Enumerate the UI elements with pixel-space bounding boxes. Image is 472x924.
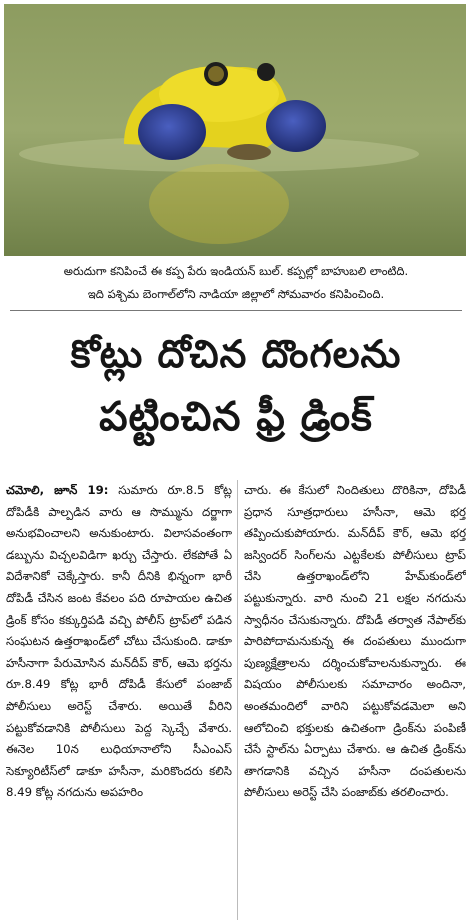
headline-line-2: పట్టించిన ఫ్రీ డ్రింక్ [99, 394, 373, 440]
article-paragraph-1 [6, 480, 232, 804]
bullfrog-photo [4, 4, 466, 256]
dateline: చమోలి, జూన్ 19: [6, 483, 109, 497]
article-column-1 [6, 480, 232, 920]
column-1-text: సుమారు రూ.8.5 కోట్ల దోపిడీకి పాల్పడిన వారు ఆ సొమ్మును దర్జాగా అనుభవించాలని అనుకుంటారు. విలాసవంతంగా డబ్బును విచ్చలవిడిగా ఖర్చు చేస్తారు. లేకపోతే ఏ విదేశానికో చెక్కేస్తారు. కానీ దీనికి భిన్నంగా భారీ దోపిడీ చేసిన జంట కేవలం పది రూపాయల ఉచిత డ్రింక్ కోసం కక్కుర్తిపడి వచ్చి పోలీస్ ట్రాప్‌లో పడిన సంఘటన ఉత్తరాఖండ్‌లో చోటు చేసుకుంది. డాకూ హసీనాగా పేరుమోసిన మన్‌దీప్ కౌర్, ఆమె భర్తను రూ.8.49 కోట్ల భారీ దోపిడీ కేసులో పంజాబ్ పోలీసులు అరెస్ట్ చేశారు. అయితే వీరిని పట్టుకోవడానికి పోలీసులు పెద్ద స్కెచ్చే వేశారు. ఈనెల 10న లుధియానాలోని సీఎంఎస్ సెక్యూరిటీస్‌లో డాకూ హసీనా, మరికొందరు కలిసి 8.49 కోట్ల నగదును అపహరిం [6, 483, 232, 800]
column-2-text: చారు. ఈ కేసులో నిందితులు దొరికినా, దోపిడీ ప్రధాన సూత్రధారులు హసీనా, ఆమె భర్త తప్పించుకుపోయారు. మన్‌దీప్ కౌర్, ఆమె భర్త జస్విందర్ సింగ్‌లను ఎట్టకేలకు పోలీసులు ట్రాప్ చేసి ఉత్తరాఖండ్‌లోని హేమ్‌కుండ్‌లో పట్టుకున్నారు. వారి నుంచి 21 లక్షల నగదును స్వాధీనం చేసుకున్నారు. దోపిడీ తర్వాత నేపాల్‌కు పారిపోదామనుకున్న ఈ దంపతులు ముందుగా పుణ్యక్షేత్రాలను దర్శించుకోవాలనుకున్నారు. ఈ విషయం పోలీసులకు సమాచారం అందినా, అంతమందిలో వారిని పట్టుకోవడమెలా అని ఆలోచించి భక్తులకు ఉచితంగా డ్రింక్‌ను పంపిణీ చేసే స్టాల్‌ను ఏర్పాటు చేశారు. ఆ ఉచిత డ్రింక్‌ను తాగడానికి వచ్చిన హసీనా దంపతులను పోలీసులు అరెస్ట్ చేసి పంజాబ్‌కు తరలించారు. [244, 483, 466, 800]
caption-line-2: ఇది పశ్చిమ బెంగాల్‌లోని నాడియా జిల్లాలో సోమవారం కనిపించింది. [87, 287, 385, 301]
caption-line-1: అరుదుగా కనిపించే ఈ కప్ప పేరు ఇండియన్ బుల్. కప్పల్లో బాహుబలి లాంటిది. [63, 264, 409, 278]
headline-line-1: కోట్లు దోచిన దొంగలను [70, 332, 402, 376]
headline [0, 322, 472, 448]
article-body [6, 480, 466, 920]
article-column-2 [237, 480, 466, 920]
photo-caption [10, 260, 462, 311]
bullfrog-illustration [4, 4, 466, 256]
